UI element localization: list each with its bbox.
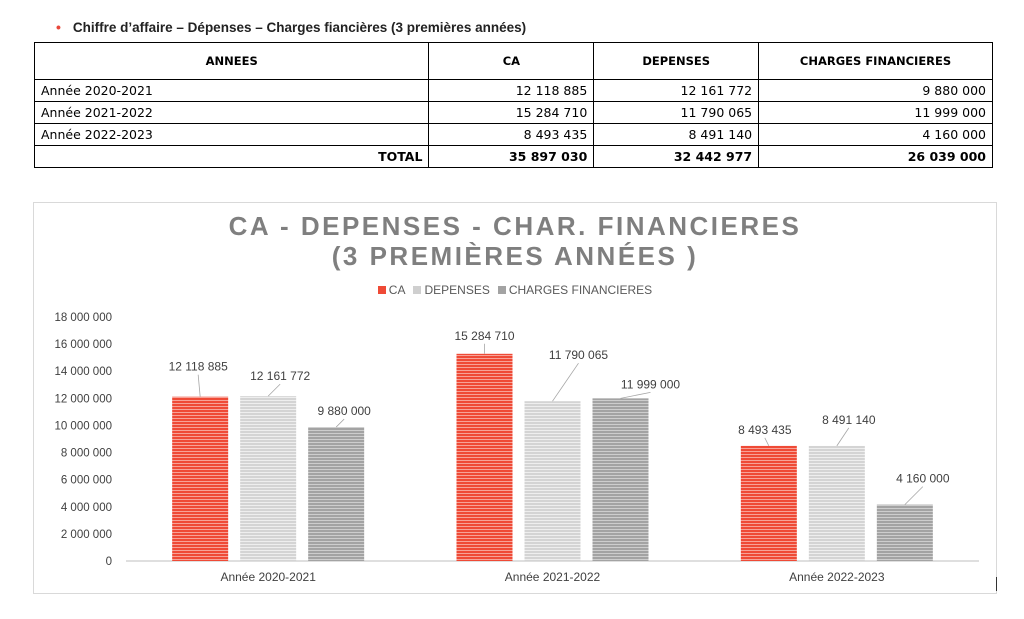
depenses-cell: 12 161 772 bbox=[594, 80, 759, 102]
bar-depenses-2 bbox=[809, 446, 865, 561]
y-tick-label: 12 000 000 bbox=[54, 393, 112, 406]
x-tick-label: Année 2021-2022 bbox=[504, 570, 601, 584]
data-label: 8 491 140 bbox=[822, 412, 876, 427]
data-label-leader bbox=[553, 363, 579, 401]
chart-title-line-2: (3 PREMIÈRES ANNÉES ) bbox=[331, 241, 699, 271]
x-tick-label: Année 2022-2023 bbox=[789, 570, 885, 584]
total-label: TOTAL bbox=[35, 146, 429, 168]
chart-plot-area bbox=[34, 203, 996, 593]
data-label-leader bbox=[198, 375, 200, 397]
ca-cell: 8 493 435 bbox=[429, 124, 594, 146]
table-row bbox=[35, 124, 993, 146]
y-tick-label: 6 000 000 bbox=[60, 474, 112, 487]
text-cursor bbox=[996, 577, 997, 591]
data-label-leader bbox=[837, 428, 849, 446]
charges-cell: 11 999 000 bbox=[759, 102, 993, 124]
bar-chart bbox=[33, 202, 997, 594]
table-row bbox=[35, 102, 993, 124]
section-heading bbox=[56, 16, 526, 38]
data-label: 8 493 435 bbox=[738, 422, 792, 437]
data-label: 12 161 772 bbox=[250, 369, 311, 384]
data-label: 4 160 000 bbox=[896, 471, 950, 486]
year-cell: Année 2021-2022 bbox=[35, 102, 429, 124]
data-label: 9 880 000 bbox=[317, 404, 371, 419]
summary-table bbox=[34, 42, 993, 168]
legend-label-depenses: DEPENSES bbox=[424, 283, 490, 297]
data-label: 11 999 000 bbox=[620, 377, 681, 392]
bar-depenses-1 bbox=[525, 401, 581, 561]
section-heading-text: Chiffre d’affaire – Dépenses – Charges fiancières (3 premières années) bbox=[72, 19, 527, 35]
bullet-icon: • bbox=[56, 19, 61, 35]
data-label: 15 284 710 bbox=[454, 328, 515, 343]
ca-cell: 12 118 885 bbox=[429, 80, 594, 102]
y-tick-label: 0 bbox=[105, 556, 112, 568]
data-label-leader bbox=[268, 384, 280, 396]
legend-label-charges-financieres: CHARGES FINANCIERES bbox=[508, 283, 653, 297]
total-ca-cell: 35 897 030 bbox=[429, 146, 594, 168]
bar-charges-financieres-2 bbox=[877, 505, 933, 561]
total-depenses-cell: 32 442 977 bbox=[594, 146, 759, 168]
bar-charges-financieres-0 bbox=[308, 427, 364, 561]
total-row bbox=[35, 146, 993, 168]
y-tick-label: 8 000 000 bbox=[60, 447, 112, 460]
y-tick-label: 14 000 000 bbox=[54, 366, 112, 379]
header-ca: CA bbox=[429, 43, 594, 80]
charges-cell: 9 880 000 bbox=[759, 80, 993, 102]
y-tick-label: 10 000 000 bbox=[54, 420, 112, 433]
header-depenses: DEPENSES bbox=[594, 43, 759, 80]
data-label: 12 118 885 bbox=[168, 359, 228, 374]
data-label-leader bbox=[621, 392, 651, 398]
depenses-cell: 8 491 140 bbox=[594, 124, 759, 146]
y-tick-label: 18 000 000 bbox=[54, 312, 112, 324]
bar-depenses-0 bbox=[240, 396, 296, 561]
data-label-leader bbox=[765, 438, 769, 446]
chart-title-line-1: CA - DEPENSES - CHAR. FINANCIERES bbox=[228, 211, 802, 241]
data-label-leader bbox=[905, 487, 923, 505]
charges-cell: 4 160 000 bbox=[759, 124, 993, 146]
bar-ca-2 bbox=[741, 446, 797, 561]
year-cell: Année 2022-2023 bbox=[35, 124, 429, 146]
legend-label-ca: CA bbox=[388, 283, 406, 297]
data-label-leader bbox=[336, 419, 344, 427]
y-tick-label: 16 000 000 bbox=[54, 339, 112, 352]
year-cell: Année 2020-2021 bbox=[35, 80, 429, 102]
bar-charges-financieres-1 bbox=[593, 398, 649, 561]
y-tick-label: 2 000 000 bbox=[60, 528, 112, 541]
data-label: 11 790 065 bbox=[548, 348, 609, 363]
y-tick-label: 4 000 000 bbox=[60, 501, 112, 514]
header-charges-financieres: CHARGES FINANCIERES bbox=[759, 43, 993, 80]
total-charges-cell: 26 039 000 bbox=[759, 146, 993, 168]
depenses-cell: 11 790 065 bbox=[594, 102, 759, 124]
bar-ca-0 bbox=[172, 397, 228, 561]
x-tick-label: Année 2020-2021 bbox=[220, 570, 316, 584]
table-header-row bbox=[35, 43, 993, 80]
header-annees: ANNEES bbox=[35, 43, 429, 80]
bar-ca-1 bbox=[457, 354, 513, 561]
ca-cell: 15 284 710 bbox=[429, 102, 594, 124]
table-row bbox=[35, 80, 993, 102]
